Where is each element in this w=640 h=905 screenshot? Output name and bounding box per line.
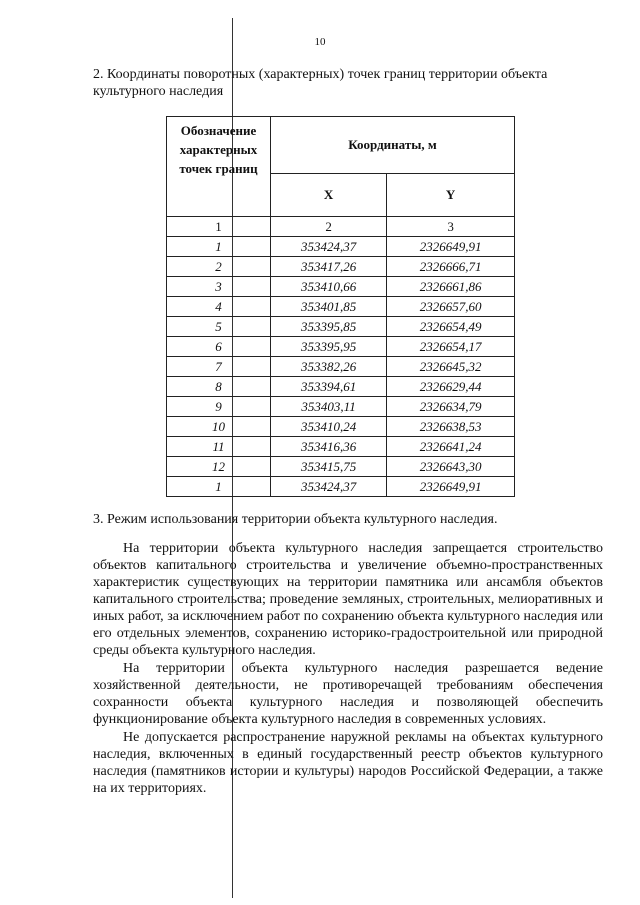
index-cell: 3 [387,217,515,237]
y-coordinate-cell: 2326666,71 [387,257,515,277]
y-coordinate-cell: 2326641,24 [387,437,515,457]
table-row [167,257,515,277]
x-coordinate-cell: 353382,26 [271,357,387,377]
point-number-cell: 7 [167,357,271,377]
y-coordinate-cell: 2326645,32 [387,357,515,377]
x-coordinate-cell: 353410,66 [271,277,387,297]
x-coordinate-cell: 353424,37 [271,237,387,257]
point-number-cell: 11 [167,437,271,457]
y-coordinate-cell: 2326629,44 [387,377,515,397]
table-row [167,397,515,417]
x-coordinate-cell: 353394,61 [271,377,387,397]
table-index-row [167,217,515,237]
index-cell: 2 [271,217,387,237]
header-designation: Обозначение характерных точек границ [167,117,271,217]
point-number-cell: 8 [167,377,271,397]
point-number-cell: 6 [167,337,271,357]
x-coordinate-cell: 353395,95 [271,337,387,357]
point-number-cell: 1 [167,237,271,257]
regime-text [93,540,603,797]
table-row [167,337,515,357]
point-number-cell: 2 [167,257,271,277]
table-row [167,317,515,337]
table-row [167,477,515,497]
x-coordinate-cell: 353410,24 [271,417,387,437]
section-2-heading: 2. Координаты поворотных (характерных) точек границ территории объекта культурного наследия [93,67,548,99]
header-x: X [271,174,387,217]
header-coordinates: Координаты, м [271,117,515,174]
point-number-cell: 5 [167,317,271,337]
y-coordinate-cell: 2326654,17 [387,337,515,357]
x-coordinate-cell: 353401,85 [271,297,387,317]
page-number: 10 [314,36,326,48]
table-row [167,457,515,477]
point-number-cell: 12 [167,457,271,477]
header-y: Y [387,174,515,217]
y-coordinate-cell: 2326657,60 [387,297,515,317]
y-coordinate-cell: 2326643,30 [387,457,515,477]
table-row [167,417,515,437]
table-row [167,237,515,257]
point-number-cell: 10 [167,417,271,437]
point-number-cell: 9 [167,397,271,417]
paragraph-advertising: Не допускается распространение наружной рекламы на объектах культурного наследия, включенных в единый государственный реестр объектов культурного наследия (памятников истории и культуры) народов Российской Федерации, а также на их территориях. [93,730,603,796]
y-coordinate-cell: 2326634,79 [387,397,515,417]
table-row [167,297,515,317]
y-coordinate-cell: 2326654,49 [387,317,515,337]
table-row [167,437,515,457]
coordinates-table [166,116,515,497]
table-row [167,377,515,397]
paragraph-permission: На территории объекта культурного наследия разрешается ведение хозяйственной деятельности, не противоречащей требованиям обеспечения сохранности объекта культурного наследия и позволяющей обеспечить функционирование объекта культурного наследия в современных условиях. [93,661,603,727]
x-coordinate-cell: 353424,37 [271,477,387,497]
x-coordinate-cell: 353403,11 [271,397,387,417]
x-coordinate-cell: 353416,36 [271,437,387,457]
x-coordinate-cell: 353395,85 [271,317,387,337]
x-coordinate-cell: 353415,75 [271,457,387,477]
table-header-row [167,117,515,174]
paragraph-prohibition: На территории объекта культурного наследия запрещается строительство объектов капитального строительства и увеличение объемно-пространственных характеристик существующих на территории памятника или ансамбля объектов капитального строительства; проведение земляных, строительных, мелиоративных и иных работ, за исключением работ по сохранению объекта культурного наследия или его отдельных элементов, сохранению историко-градостроительной или природной среды объекта культурного наследия. [93,541,603,658]
point-number-cell: 3 [167,277,271,297]
section-3-heading: 3. Режим использования территории объекта культурного наследия. [93,512,498,527]
y-coordinate-cell: 2326649,91 [387,237,515,257]
point-number-cell: 1 [167,477,271,497]
y-coordinate-cell: 2326638,53 [387,417,515,437]
point-number-cell: 4 [167,297,271,317]
y-coordinate-cell: 2326661,86 [387,277,515,297]
y-coordinate-cell: 2326649,91 [387,477,515,497]
table-row [167,277,515,297]
index-cell: 1 [167,217,271,237]
table-row [167,357,515,377]
x-coordinate-cell: 353417,26 [271,257,387,277]
